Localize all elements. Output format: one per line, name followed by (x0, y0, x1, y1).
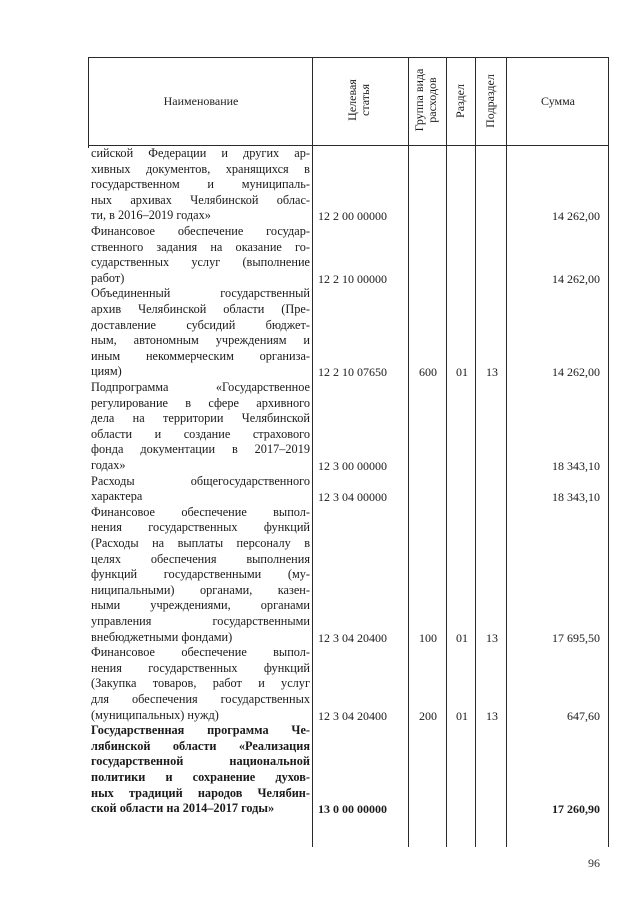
row-name-line: иным некоммерческим организа- (91, 348, 310, 363)
row-section: 01 (456, 630, 468, 645)
row-expense-group: 200 (419, 708, 437, 723)
header-section: Раздел (453, 84, 467, 118)
header-subsection: Подраздел (483, 74, 497, 128)
row-name-line: характера (91, 489, 143, 504)
row-name-line: (муниципальных) нужд) (91, 707, 219, 722)
row-code: 12 2 10 07650 (318, 365, 387, 380)
row-amount: 14 262,00 (552, 271, 600, 286)
header-name: Наименование (163, 94, 239, 108)
row-name-line: ти, в 2016–2019 годах» (91, 208, 211, 223)
row-code: 12 3 04 20400 (318, 708, 387, 723)
row-name (91, 224, 310, 286)
row-expense-group: 100 (419, 630, 437, 645)
row-name-line: фонда документации в 2017–2019 (91, 442, 310, 457)
row-name-line: годах» (91, 457, 126, 472)
row-name (91, 723, 310, 817)
row-name (91, 474, 310, 505)
row-section: 01 (456, 708, 468, 723)
row-name-line: хивных документов, хранящихся в (91, 161, 310, 176)
header-expense-group: Группа вида расходов (412, 68, 439, 132)
row-name-line: ниципальными) органами, казен- (91, 582, 310, 597)
row-expense-group: 600 (419, 365, 437, 380)
table-row (0, 380, 640, 474)
row-name-line: функций государственными (му- (91, 567, 310, 582)
row-code: 12 2 10 00000 (318, 271, 387, 286)
row-name-line: Финансовое обеспечение выпол- (91, 504, 310, 519)
row-name (91, 380, 310, 474)
row-name-line: ными учреждениями, органами (91, 598, 310, 613)
row-amount: 647,60 (567, 708, 600, 723)
page-number: 96 (588, 856, 600, 870)
row-name-line: целях обеспечения выполнения (91, 551, 310, 566)
row-name-line: для обеспечения государственных (91, 691, 310, 706)
row-name-line: доставление субсидий бюджет- (91, 317, 310, 332)
table-row (0, 474, 640, 505)
row-section: 01 (456, 365, 468, 380)
row-name-line: ным, автономным учреждениям и (91, 333, 310, 348)
row-subsection: 13 (486, 708, 498, 723)
table-row (0, 645, 640, 723)
row-amount: 17 260,90 (552, 802, 600, 817)
table-row (0, 224, 640, 286)
row-name-line: области и создание страхового (91, 426, 310, 441)
row-name-line: Финансовое обеспечение государ- (91, 224, 310, 238)
row-name-line: Подпрограмма «Государственное (91, 380, 310, 394)
row-amount: 14 262,00 (552, 209, 600, 224)
header-target-article: Целевая статья (345, 79, 372, 121)
row-name-line: ской области на 2014–2017 годы» (91, 801, 275, 816)
row-subsection: 13 (486, 365, 498, 380)
row-name-line: (Расходы на выплаты персоналу в (91, 535, 310, 550)
table-left-border (88, 57, 89, 148)
row-name (91, 645, 310, 723)
row-name-line: государственном и муниципаль- (91, 177, 310, 192)
row-name-line: государственной национальной (91, 754, 310, 769)
row-name-line: (Закупка товаров, работ и услуг (91, 676, 310, 691)
row-name-line: регулирование в сфере архивного (91, 395, 310, 410)
row-name-line: внебюджетными фондами) (91, 629, 233, 644)
table-row (0, 505, 640, 645)
row-code: 13 0 00 00000 (318, 802, 387, 817)
row-name-line: дела на территории Челябинской (91, 411, 310, 426)
row-name-line: политики и сохранение духов- (91, 769, 310, 784)
row-name (91, 146, 310, 224)
row-amount: 18 343,10 (552, 459, 600, 473)
row-name-line: ственного задания на оказание го- (91, 239, 310, 254)
row-name-line: нения государственных функций (91, 660, 310, 675)
row-name (91, 286, 310, 380)
row-code: 12 3 04 00000 (318, 490, 387, 505)
row-name-line: управления государственными (91, 613, 310, 628)
row-name-line: ных архивах Челябинской облас- (91, 192, 310, 207)
row-name-line: сийской Федерации и других ар- (91, 146, 310, 160)
table-row (0, 286, 640, 380)
row-name-line: циям) (91, 364, 122, 379)
row-amount: 14 262,00 (552, 365, 600, 380)
row-subsection: 13 (486, 630, 498, 645)
row-name-line: Объединенный государственный (91, 286, 310, 301)
row-name-line: Финансовое обеспечение выпол- (91, 645, 310, 660)
row-name (91, 505, 310, 645)
header-amount: Сумма (541, 94, 575, 108)
row-code: 12 3 00 00000 (318, 459, 387, 473)
row-code: 12 2 00 00000 (318, 209, 387, 224)
row-name-line: архив Челябинской области (Пре- (91, 301, 310, 316)
table-row (0, 146, 640, 224)
row-name-line: нения государственных функций (91, 520, 310, 535)
row-name-line: ных традиций народов Челябин- (91, 785, 310, 800)
row-name-line: Расходы общегосударственного (91, 473, 310, 488)
row-name-line: лябинской области «Реализация (91, 738, 310, 753)
row-amount: 17 695,50 (552, 630, 600, 645)
row-code: 12 3 04 20400 (318, 630, 387, 645)
table-row (0, 723, 640, 817)
row-name-line: Государственная программа Че- (91, 723, 310, 738)
row-amount: 18 343,10 (552, 490, 600, 505)
row-name-line: сударственных услуг (выполнение (91, 255, 310, 270)
row-name-line: работ) (91, 270, 125, 285)
